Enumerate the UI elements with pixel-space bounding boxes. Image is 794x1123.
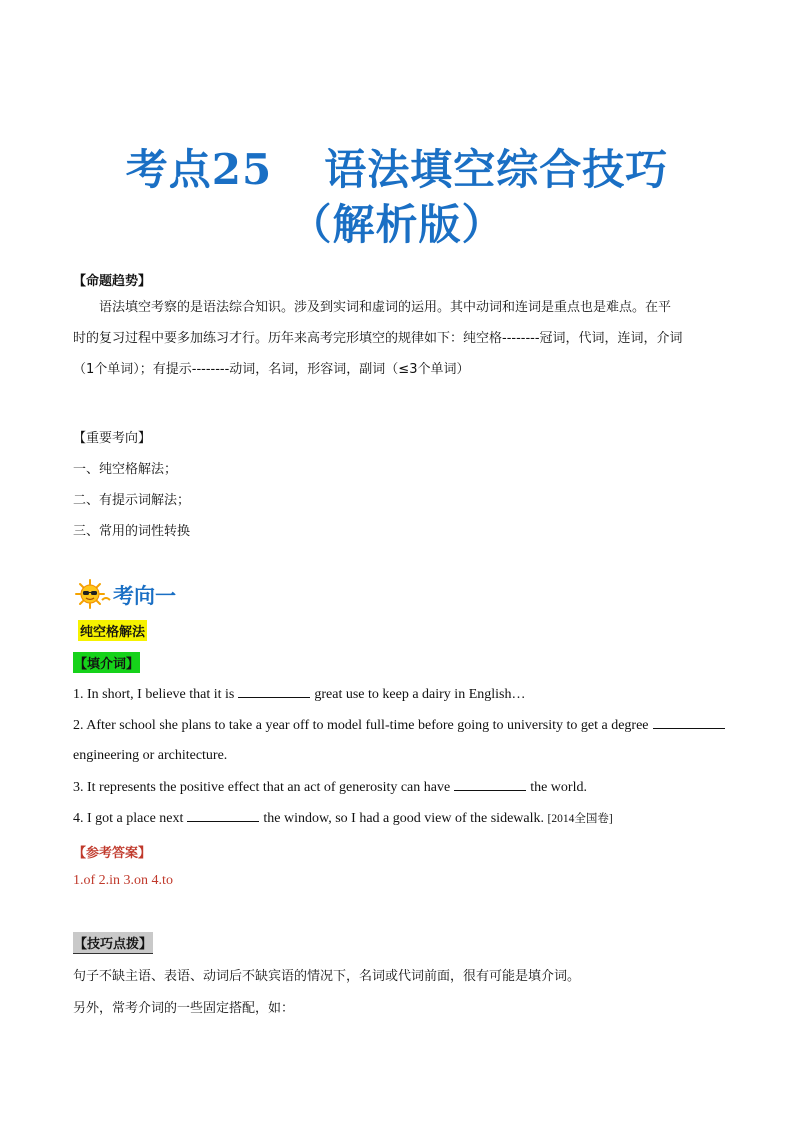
- method-label: 纯空格解法: [78, 620, 147, 641]
- direction-item-1: 一、纯空格解法；: [73, 462, 178, 477]
- trend-heading: 【命题趋势】: [73, 274, 152, 289]
- question-2: 2. After school she plans to take a year off to model full-time before going to university to get a degree: [73, 717, 729, 734]
- tips-line-1: 句子不缺主语、表语、动词后不缺宾语的情况下，名词或代词前面，很有可能是填介词。: [73, 969, 581, 984]
- preposition-tag: 【填介词】: [73, 652, 140, 673]
- direction-one-title: 考向一: [113, 583, 176, 608]
- directions-heading: 【重要考向】: [73, 431, 152, 446]
- sun-with-sunglasses-icon: [72, 578, 112, 610]
- answer-blank: [454, 779, 526, 791]
- title-number: 25: [211, 145, 273, 194]
- question-4: 4. I got a place next the window, so I had a good view of the sidewalk. [2014全国卷]: [73, 811, 613, 826]
- tips-line-2: 另外，常考介词的一些固定搭配，如：: [73, 1001, 295, 1016]
- page-title: [0, 145, 794, 195]
- title-main: 语法填空综合技巧: [324, 145, 669, 194]
- question-3: 3. It represents the positive effect that an act of generosity can have the world.: [73, 780, 587, 795]
- trend-paragraph: [73, 292, 723, 385]
- question-1: 1. In short, I believe that it is great use to keep a dairy in English…: [73, 687, 526, 702]
- question-2-continued: engineering or architecture.: [73, 748, 228, 763]
- tips-heading: 【技巧点拨】: [73, 932, 153, 954]
- answer-heading: 【参考答案】: [73, 846, 152, 861]
- question-source: [2014全国卷]: [547, 813, 613, 825]
- title-prefix: 考点: [125, 145, 212, 194]
- answer-blank: [187, 810, 259, 822]
- trend-line-2: 时的复习过程中要多加练习才行。历年来高考完形填空的规律如下：纯空格--------冠词，代词，连词，介词: [73, 331, 683, 346]
- answer-blank: [238, 686, 310, 698]
- trend-line-1: 语法填空考察的是语法综合知识。涉及到实词和虚词的运用。其中动词和连词是重点也是难点。在平: [99, 300, 672, 315]
- direction-item-2: 二、有提示词解法；: [73, 493, 191, 508]
- page-subtitle: （解析版）: [289, 200, 505, 249]
- direction-item-3: 三、常用的词性转换: [73, 524, 191, 539]
- answer-text: 1.of 2.in 3.on 4.to: [73, 873, 173, 888]
- answer-blank: [653, 717, 725, 729]
- trend-line-3: （1个单词）；有提示--------动词，名词，形容词，副词（≤3个单词）: [73, 362, 470, 377]
